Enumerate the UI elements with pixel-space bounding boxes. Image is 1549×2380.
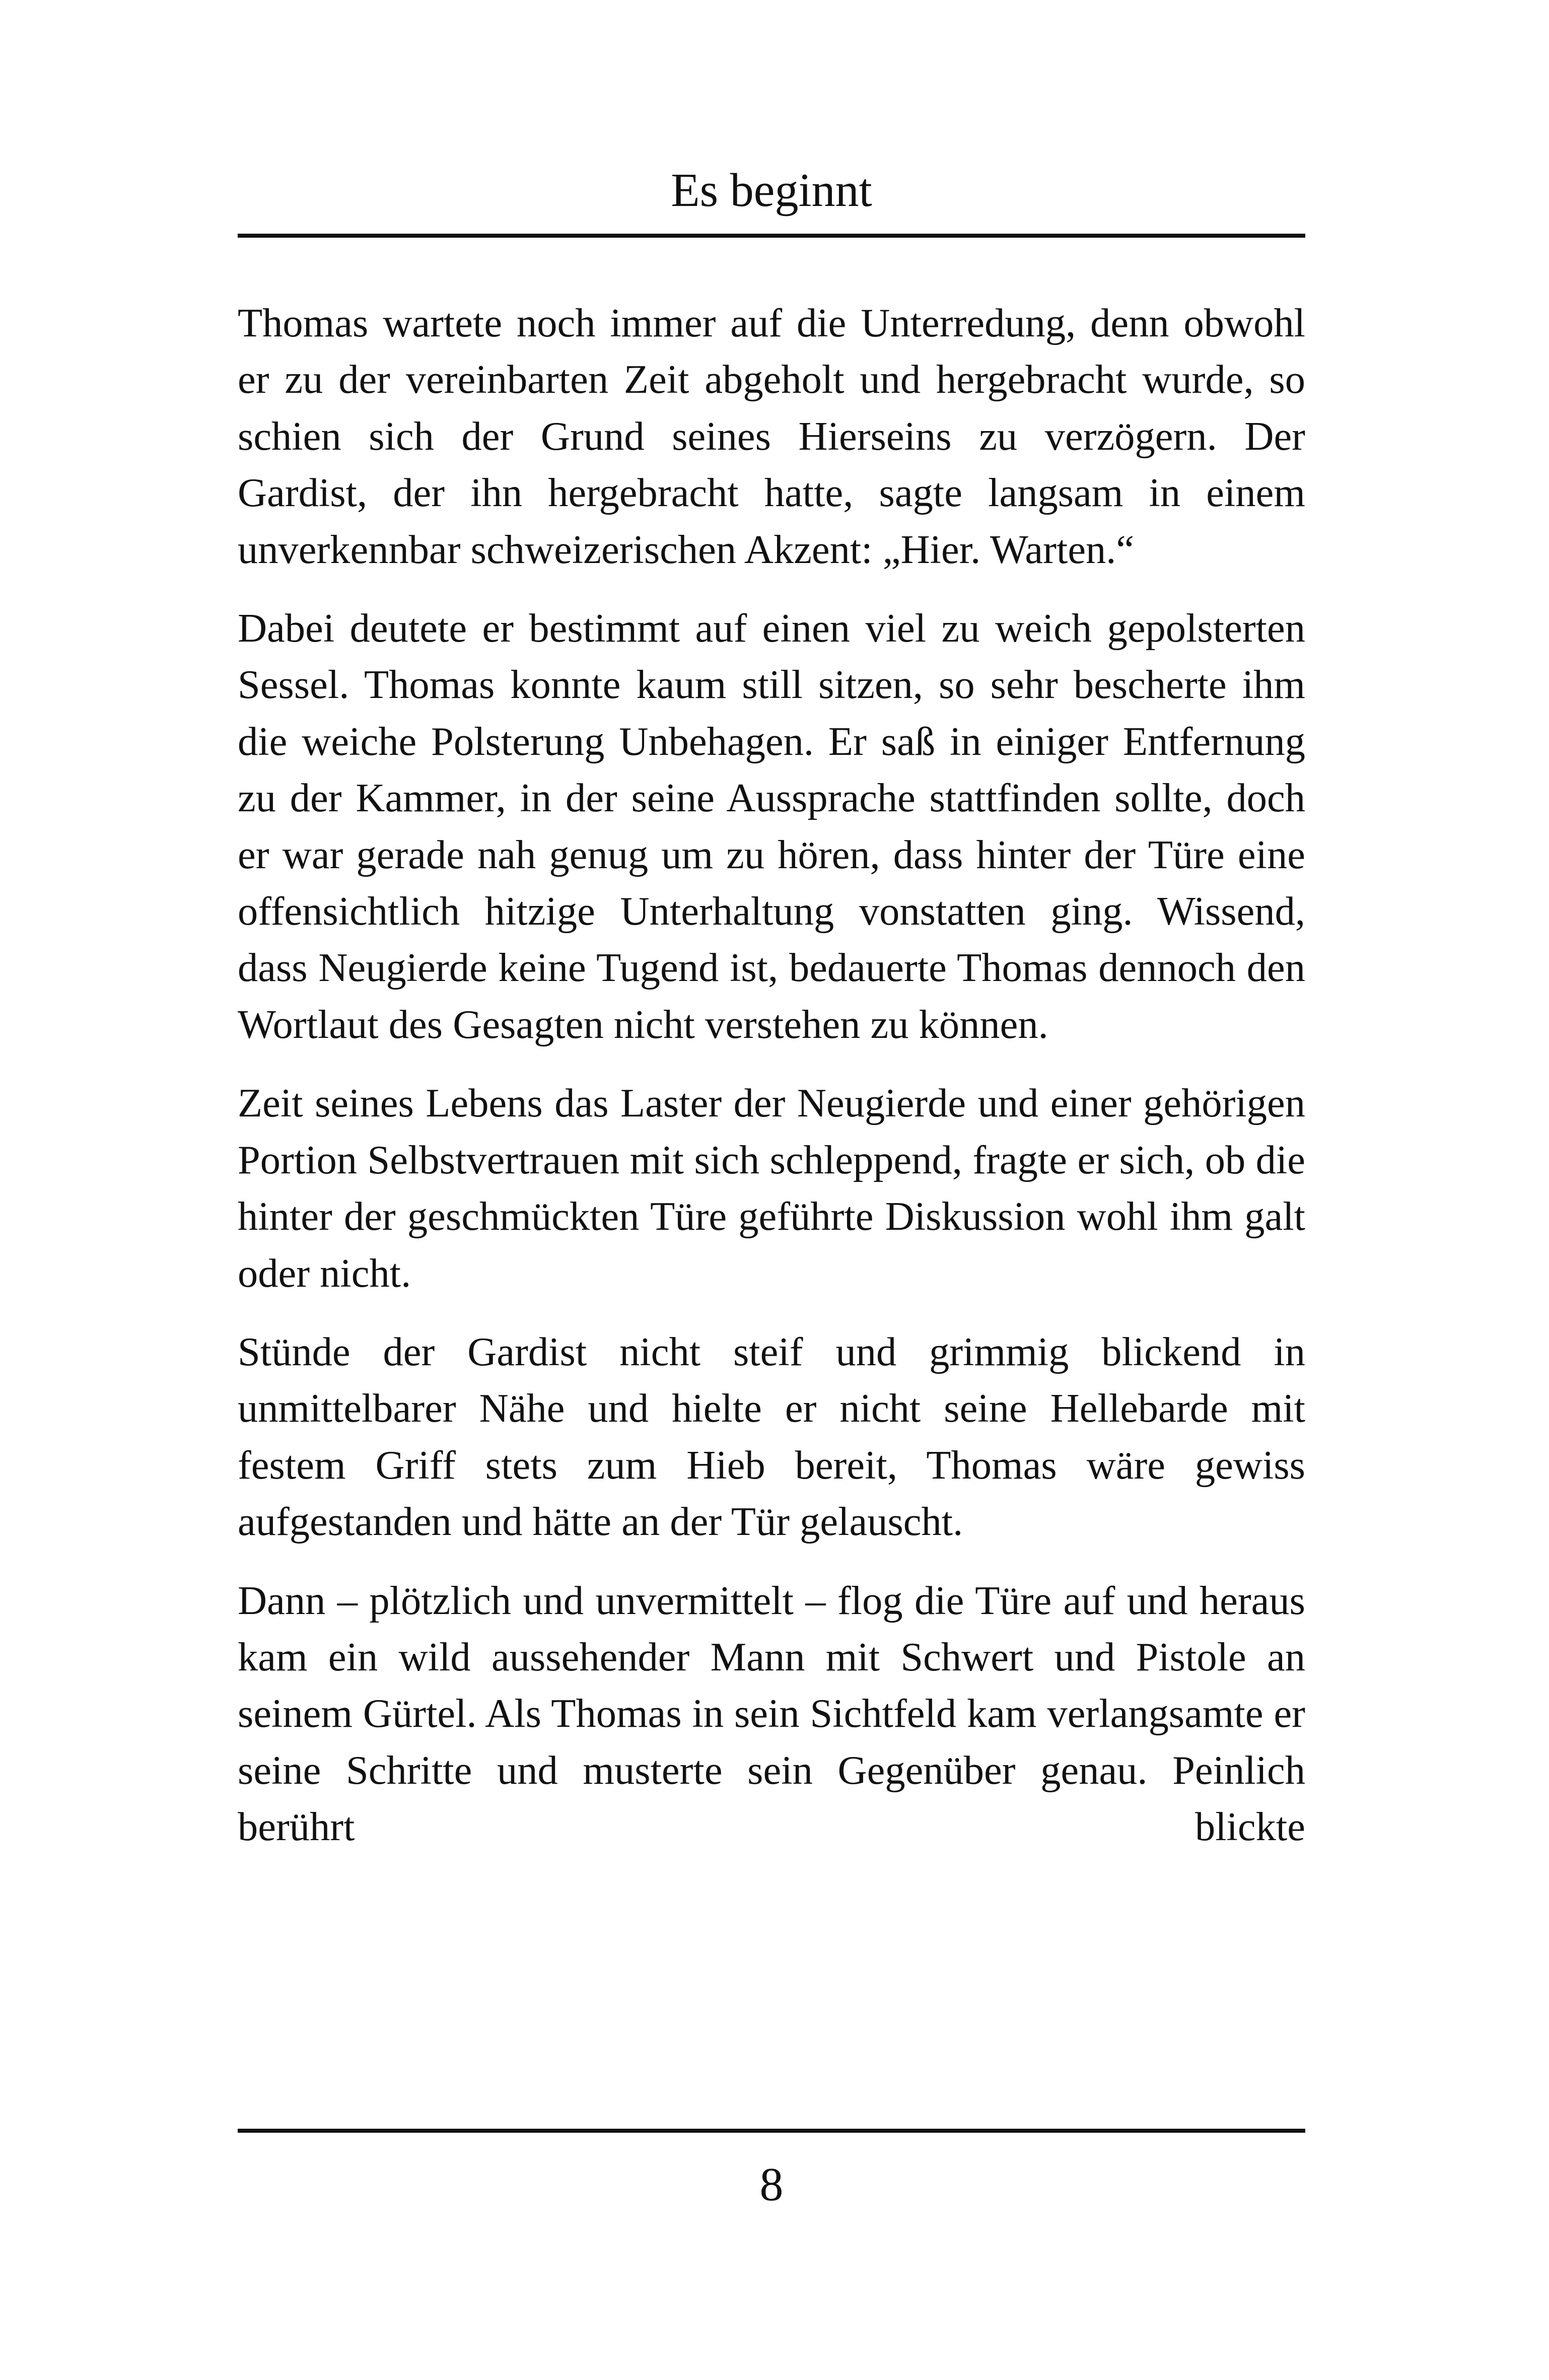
paragraph-2: Dabei deutete er bestimmt auf einen viel zu weich gepolsterten Sessel. Thomas konnte kaum still sitzen, so sehr bescherte ihm die weiche Polsterung Unbehagen. Er saß in einiger Entfernung zu der Kammer, in der seine Aussprache stattfinden sollte, doch er war gerade nah genug um zu hören, dass hinter der Türe eine offensichtlich hitzige Unterhaltung vonstatten ging. Wissend, dass Neugierde keine Tugend ist, bedauerte Thomas dennoch den Wortlaut des Gesagten nicht verstehen zu können. <box>238 606 1305 1047</box>
paragraph-3: Zeit seines Lebens das Laster der Neugierde und einer gehörigen Portion Selbstvertrauen mit sich schleppend, fragte er sich, ob die hinter der geschmückten Türe geführte Diskussion wohl ihm galt oder nicht. <box>238 1081 1305 1296</box>
paragraph-5: Dann – plötzlich und unvermittelt – flog die Türe auf und heraus kam ein wild aussehender Mann mit Schwert und Pistole an seinem Gürtel. Als Thomas in sein Sichtfeld kam verlangsamte er seine Schritte und musterte sein Gegenüber genau. Peinlich berührt blickte <box>238 1578 1305 1850</box>
body-text <box>238 295 1305 1856</box>
running-head: Es beginnt <box>671 164 872 217</box>
footer-rule <box>238 2129 1305 2133</box>
paragraph-1: Thomas wartete noch immer auf die Unterredung, denn obwohl er zu der vereinbarten Zeit abgeholt und hergebracht wurde, so schien sich der Grund seines Hierseins zu verzögern. Der Gardist, der ihn hergebracht hatte, sagte langsam in einem unverkennbar schweizerischen Akzent: „Hier. Warten.“ <box>238 301 1305 572</box>
header-rule <box>238 234 1305 238</box>
paragraph-4: Stünde der Gardist nicht steif und grimmig blickend in unmittelbarer Nähe und hielte er nicht seine Hellebarde mit festem Griff stets zum Hieb bereit, Thomas wäre gewiss aufgestanden und hätte an der Tür gelauscht. <box>238 1329 1305 1545</box>
page-number: 8 <box>759 2158 784 2211</box>
